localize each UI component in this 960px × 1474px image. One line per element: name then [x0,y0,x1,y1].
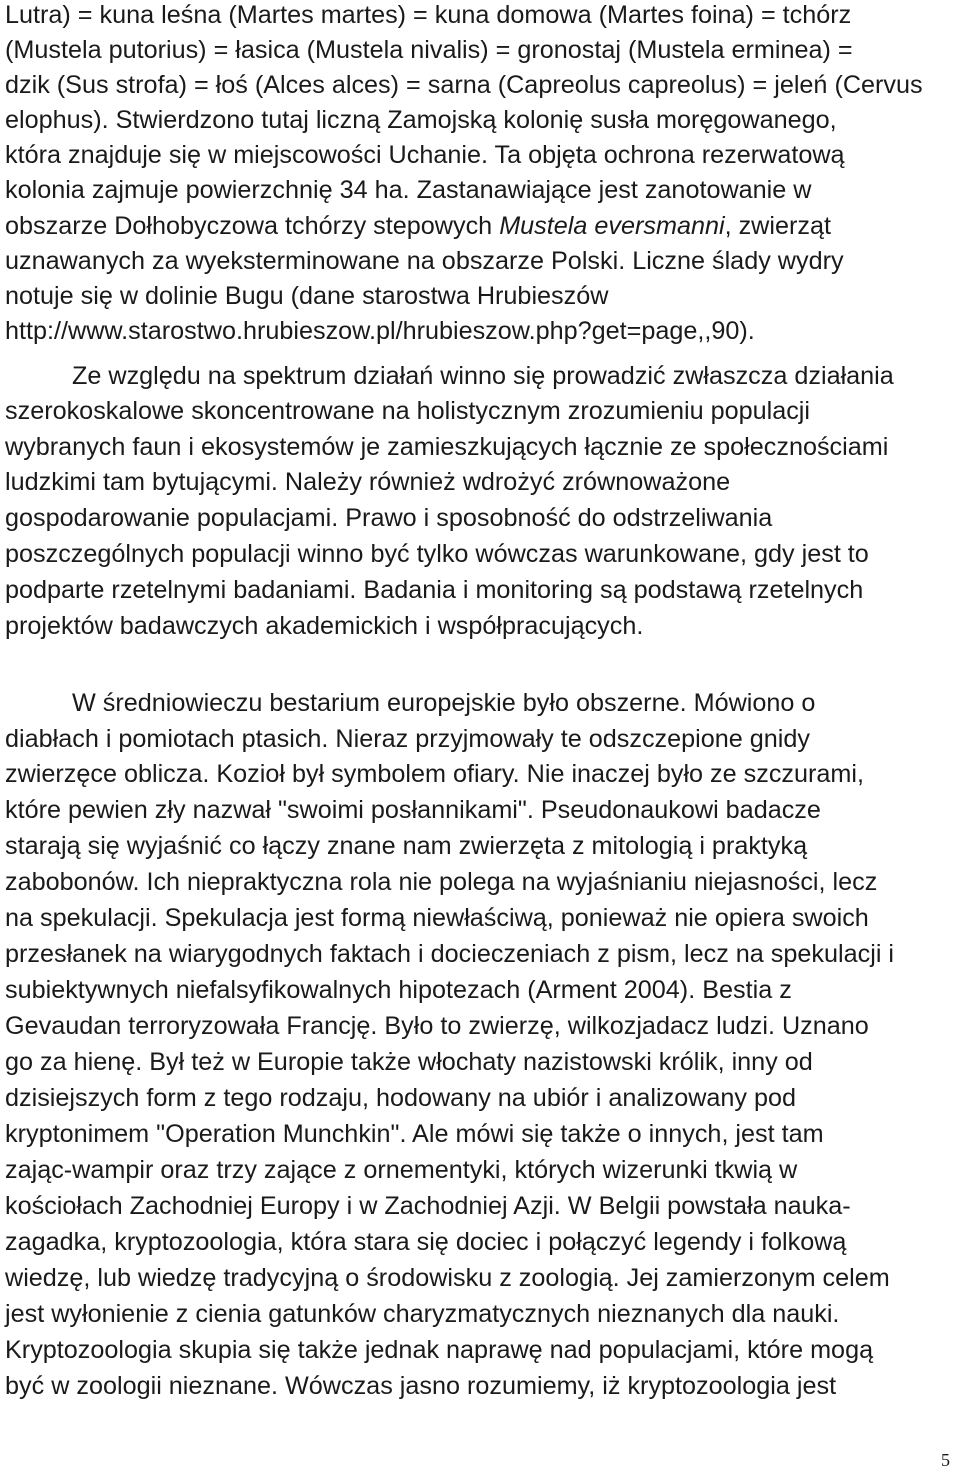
text-line [5,211,831,241]
species-name-italic: Mustela eversmanni [499,212,725,240]
text-line: uznawanych za wyeksterminowane na obszarze Polski. Liczne ślady wydry [5,247,844,275]
text-line: notuje się w dolinie Bugu (dane starostwa Hrubieszów [5,282,609,310]
text-line: Lutra) = kuna leśna (Martes martes) = kuna domowa (Martes foina) = tchórz [5,1,852,29]
text-line: zwierzęce oblicza. Kozioł był symbolem ofiary. Nie inaczej było ze szczurami, [5,760,865,788]
text-line: na spekulacji. Spekulacja jest formą niewłaściwą, ponieważ nie opiera swoich [5,904,869,932]
text-line: gospodarowanie populacjami. Prawo i sposobność do odstrzeliwania [5,504,773,532]
text-line: zabobonów. Ich niepraktyczna rola nie polega na wyjaśnianiu niejasności, lecz [5,868,878,896]
text-line: Ze względu na spektrum działań winno się prowadzić zwłaszcza działania [72,362,894,390]
text-line: poszczególnych populacji winno być tylko wówczas warunkowane, gdy jest to [5,540,869,568]
text-line: dzik (Sus strofa) = łoś (Alces alces) = sarna (Capreolus capreolus) = jeleń (Cervus [5,71,923,99]
text-line: dzisiejszych form z tego rodzaju, hodowany na ubiór i analizowany pod [5,1084,797,1112]
text-line: starają się wyjaśnić co łączy znane nam zwierzęta z mitologią i praktyką [5,832,808,860]
text-line: http://www.starostwo.hrubieszow.pl/hrubieszow.php?get=page,,90). [5,317,755,345]
text-line: kościołach Zachodniej Europy i w Zachodniej Azji. W Belgii powstała nauka- [5,1192,851,1220]
text-line: subiektywnych niefalsyfikowalnych hipotezach (Arment 2004). Bestia z [5,976,792,1004]
text-line: zagadka, kryptozoologia, która stara się dociec i połączyć legendy i folkową [5,1228,847,1256]
text-line: projektów badawczych akademickich i współpracujących. [5,612,644,640]
text-line: W średniowieczu bestarium europejskie było obszerne. Mówiono o [72,689,816,717]
page-number: 5 [941,1450,950,1470]
text-line: Kryptozoologia skupia się także jednak naprawę nad populacjami, które mogą [5,1336,874,1364]
text-line: ludzkimi tam bytującymi. Należy również wdrożyć zrównoważone [5,468,731,496]
text-line: szerokoskalowe skoncentrowane na holistycznym zrozumieniu populacji [5,397,810,425]
text-line: podparte rzetelnymi badaniami. Badania i monitoring są podstawą rzetelnych [5,576,864,604]
text-line: go za hienę. Był też w Europie także włochaty nazistowski królik, inny od [5,1048,813,1076]
text-line: zając-wampir oraz trzy zające z ornementyki, których wizerunki tkwią w [5,1156,798,1184]
text-line: jest wyłonienie z cienia gatunków charyzmatycznych nieznanych dla nauki. [5,1300,840,1328]
text-line: Gevaudan terroryzowała Francję. Było to zwierzę, wilkozjadacz ludzi. Uznano [5,1012,869,1040]
text-line: elophus). Stwierdzono tutaj liczną Zamojską kolonię susła moręgowanego, [5,106,837,134]
text-segment: , zwierząt [724,212,831,240]
text-line: być w zoologii nieznane. Wówczas jasno rozumiemy, iż kryptozoologia jest [5,1372,837,1400]
text-segment: obszarze Dołhobyczowa tchórzy stepowych [5,212,500,240]
text-line: wiedzę, lub wiedzę tradycyjną o środowisku z zoologią. Jej zamierzonym celem [5,1264,890,1292]
text-line: diabłach i pomiotach ptasich. Nieraz przyjmowały te odszczepione gnidy [5,725,811,753]
text-line: które pewien zły nazwał "swoimi posłannikami". Pseudonaukowi badacze [5,796,821,824]
text-line: wybranych faun i ekosystemów je zamieszkujących łącznie ze społecznościami [5,433,889,461]
text-line: kolonia zajmuje powierzchnię 34 ha. Zastanawiające jest zanotowanie w [5,176,812,204]
text-line: kryptonimem "Operation Munchkin". Ale mówi się także o innych, jest tam [5,1120,824,1148]
text-line: (Mustela putorius) = łasica (Mustela nivalis) = gronostaj (Mustela erminea) = [5,36,853,64]
text-line: która znajduje się w miejscowości Uchanie. Ta objęta ochrona rezerwatową [5,141,845,169]
text-line: przesłanek na wiarygodnych faktach i docieczeniach z pism, lecz na spekulacji i [5,940,895,968]
